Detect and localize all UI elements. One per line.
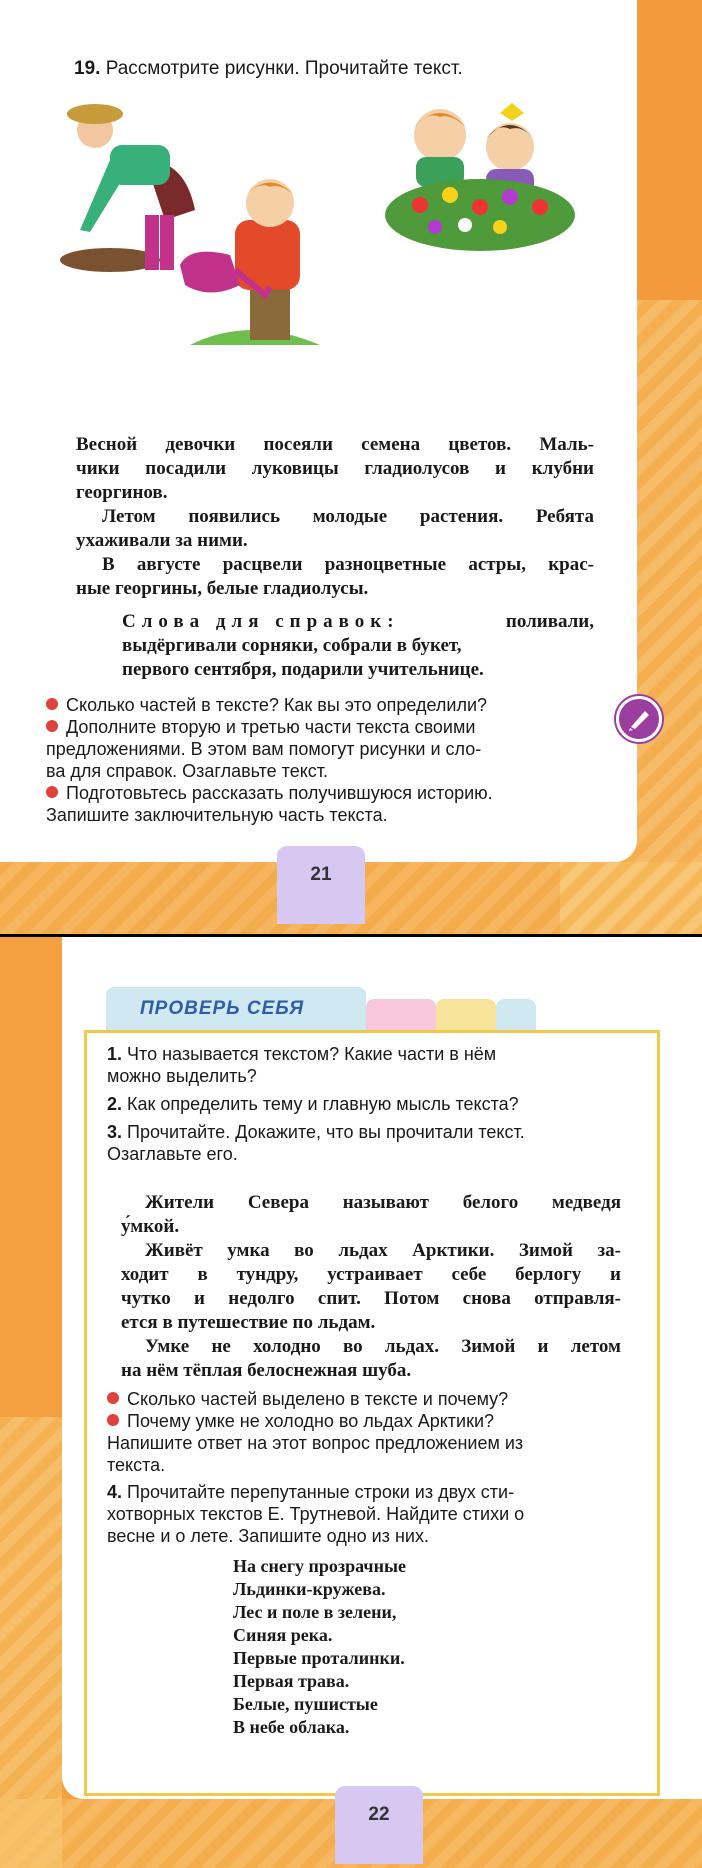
question-line: предложениями. В этом вам помогут рисунки и сло- — [46, 739, 482, 759]
boy-watering-illustration — [170, 175, 340, 360]
question-line: Дополните вторую и третью части текста своими — [66, 717, 476, 737]
poem-line: Первая трава. — [233, 1671, 350, 1691]
reference-title: Слова для справок: — [122, 611, 400, 632]
pencil-icon — [616, 696, 662, 742]
bullet-questions — [107, 1388, 637, 1476]
question-line: Прочитайте перепутанные строки из двух сти- — [127, 1482, 515, 1502]
text-line: Умке не холодно во льдах. Зимой и летом — [145, 1336, 621, 1357]
umka-text — [121, 1191, 621, 1383]
poem-line: Льдинки-кружева. — [233, 1579, 386, 1599]
bullet-icon — [46, 720, 58, 732]
text-line: Живёт умка во льдах Арктики. Зимой за- — [145, 1240, 621, 1261]
bullet-icon — [107, 1392, 119, 1404]
page-number-21: 21 — [277, 846, 365, 924]
check-yourself-banner — [106, 987, 366, 1033]
reference-line: первого сентября, подарили учительнице. — [122, 659, 484, 680]
reference-words — [122, 610, 594, 682]
question-line: Сколько частей в тексте? Как вы это определили? — [66, 695, 488, 715]
task-heading — [74, 58, 463, 80]
question-number: 4. — [107, 1482, 123, 1502]
poem-line: Лес и поле в зелени, — [233, 1602, 397, 1622]
text-line: В августе расцвели разноцветные астры, крас- — [102, 554, 594, 575]
page-paper — [0, 0, 637, 862]
bullet-icon — [46, 786, 58, 798]
colored-tab — [436, 999, 496, 1033]
questions — [46, 694, 596, 826]
poem-line: Первые проталинки. — [233, 1648, 405, 1668]
question-line: Что называется текстом? Какие части в нём — [127, 1044, 497, 1064]
task-heading-text: Рассмотрите рисунки. Прочитайте текст. — [105, 58, 463, 79]
question-line: ва для справок. Озаглавьте текст. — [46, 761, 329, 781]
text-line: ется в путешествие по льдам. — [121, 1312, 376, 1333]
reference-line: поливали, — [505, 611, 594, 632]
kids-flowers-illustration — [380, 95, 610, 265]
question-2 — [107, 1093, 637, 1115]
poem-line: Белые, пушистые — [233, 1694, 378, 1714]
bullet-icon — [46, 698, 58, 710]
text-line: георгинов. — [76, 482, 168, 503]
bullet-icon — [107, 1414, 119, 1426]
question-line: Запишите заключительную часть текста. — [46, 805, 388, 825]
question-4 — [107, 1481, 637, 1547]
question-number: 2. — [107, 1094, 123, 1114]
question-line: Напишите ответ на этот вопрос предложением из — [107, 1433, 524, 1453]
question-line: можно выделить? — [107, 1066, 257, 1086]
text-line: на нём тёплая белоснежная шуба. — [121, 1360, 412, 1381]
question-number: 3. — [107, 1122, 123, 1142]
question-line: Сколько частей выделено в тексте и почему? — [127, 1389, 509, 1409]
reference-line: выдёргивали сорняки, собрали в букет, — [122, 635, 462, 656]
question-3 — [107, 1121, 637, 1165]
question-line: Прочитайте. Докажите, что вы прочитали текст. — [127, 1122, 525, 1142]
colored-tab — [496, 999, 536, 1033]
text-line: ухаживали за ними. — [76, 530, 248, 551]
question-line: текста. — [107, 1455, 166, 1475]
text-line: Жители Севера называют белого медведя — [145, 1192, 621, 1213]
colored-tab — [366, 999, 436, 1033]
question-number: 1. — [107, 1044, 123, 1064]
question-line: Подготовьтесь рассказать получившуюся историю. — [66, 783, 493, 803]
pencil-glyph-icon — [619, 699, 659, 739]
question-line: Как определить тему и главную мысль текста? — [127, 1094, 519, 1114]
poem-line: Синяя река. — [233, 1625, 333, 1645]
text-line: ходит в тундру, устраивает себе берлогу и — [121, 1264, 621, 1285]
story-text — [76, 433, 594, 601]
text-line: Весной девочки посеяли семена цветов. Маль- — [76, 434, 594, 455]
text-line: чутко и недолго спит. Потом снова отправля- — [121, 1288, 621, 1309]
poem-line: На снегу прозрачные — [233, 1556, 406, 1576]
text-line: Летом появились молодые растения. Ребята — [102, 506, 594, 527]
poem — [233, 1555, 406, 1739]
question-line: хотворных текстов Е. Трутневой. Найдите стихи о — [107, 1504, 525, 1524]
poem-line: В небе облака. — [233, 1717, 350, 1737]
exercise-box — [84, 1030, 660, 1796]
text-line: чики посадили луковицы гладиолусов и клубни — [76, 458, 594, 479]
question-line: Озаглавьте его. — [107, 1144, 238, 1164]
textbook-page-22 — [0, 937, 702, 1868]
question-line: весне и о лете. Запишите одно из них. — [107, 1526, 429, 1546]
text-line: ные георгины, белые гладиолусы. — [76, 578, 369, 599]
page-number-22: 22 — [335, 1786, 423, 1864]
banner-title: ПРОВЕРЬ СЕБЯ — [140, 998, 305, 1019]
task-number: 19. — [74, 58, 101, 79]
text-line: у́мкой. — [121, 1216, 180, 1237]
question-1 — [107, 1043, 637, 1087]
question-line: Почему умке не холодно во льдах Арктики? — [127, 1411, 495, 1431]
